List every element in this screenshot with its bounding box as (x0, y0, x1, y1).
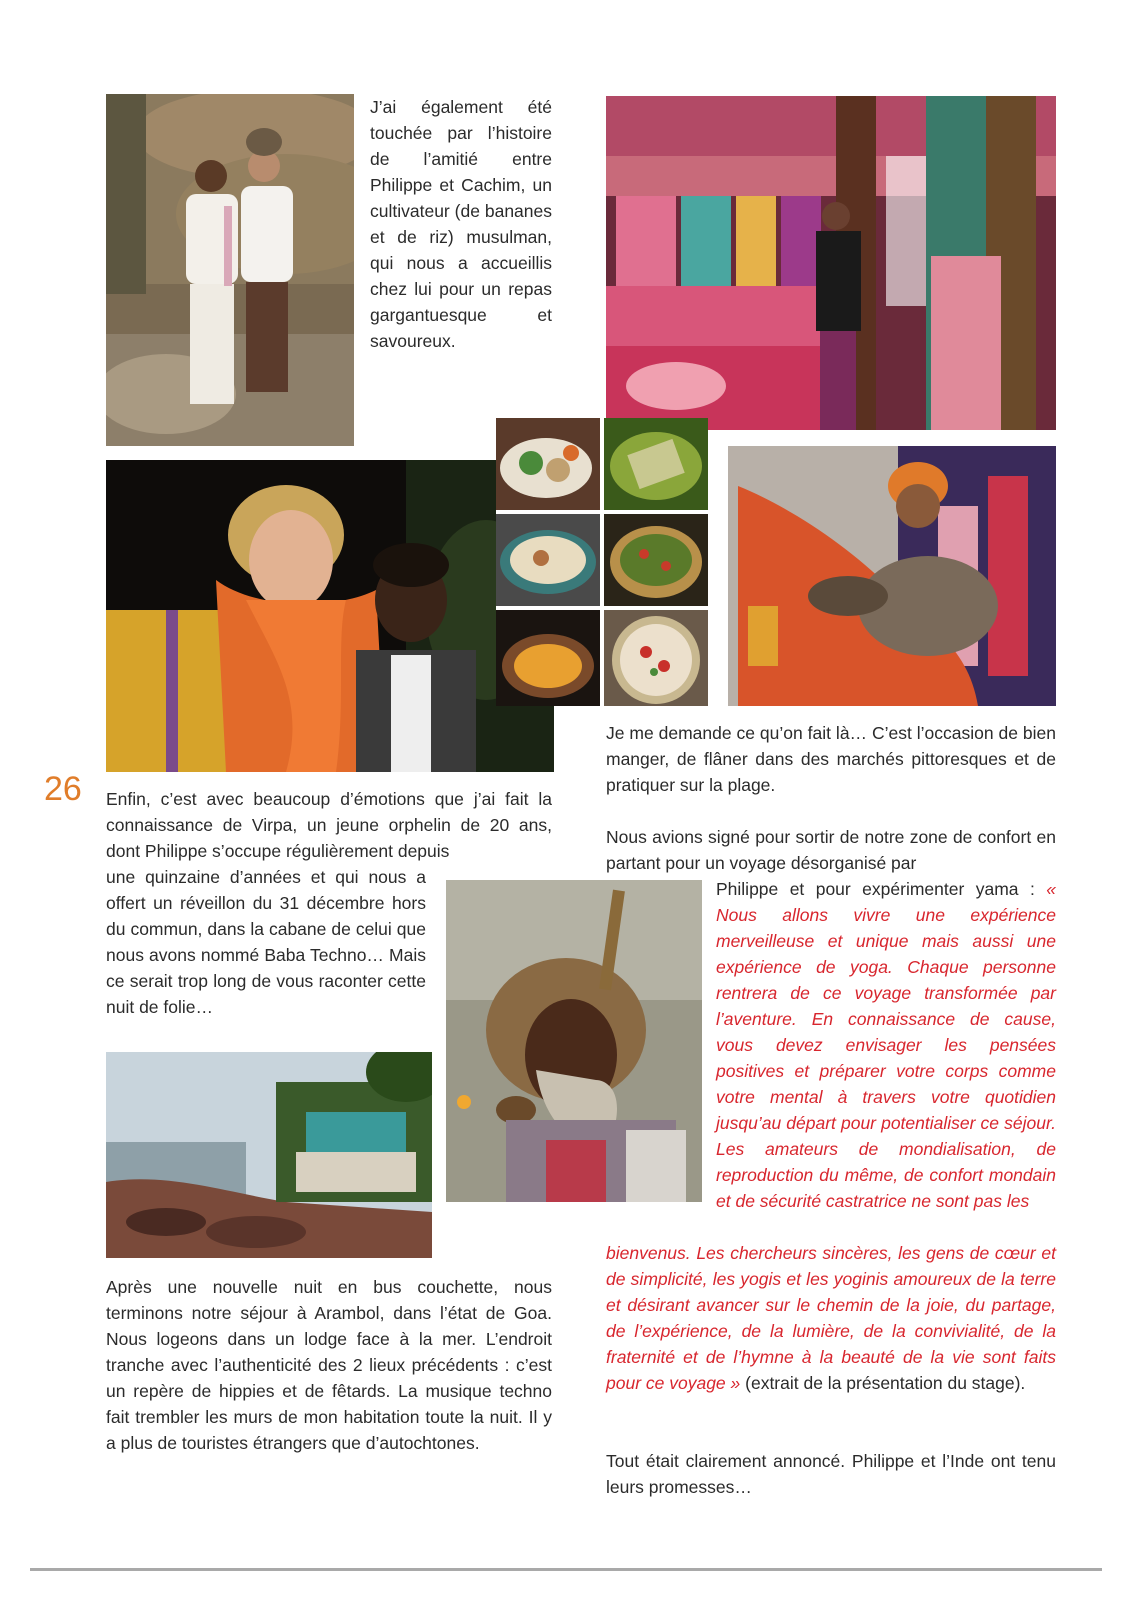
quote-source-note: (extrait de la présentation du stage). (740, 1373, 1026, 1393)
photo-food-3 (496, 514, 600, 606)
paragraph-virpa-intro: Enfin, c’est avec beaucoup d’émotions que j’ai fait la connaissance de Virpa, un jeune orphelin de 20 ans, dont Philippe s’occupe régulièrement depuis (106, 789, 552, 861)
yama-intro-text: Philippe et pour expérimenter yama : (716, 879, 1035, 899)
photo-food-1 (496, 418, 600, 510)
photo-market-clothes (606, 96, 1056, 430)
photo-decorated-cow (728, 446, 1056, 706)
photo-two-men (106, 94, 354, 446)
paragraph-yama-quote (716, 876, 1056, 1214)
photo-virpa-night (106, 460, 554, 772)
paragraph-promises: Tout était clairement annoncé. Philippe et l’Inde ont tenu leurs promesses… (606, 1451, 1056, 1497)
photo-baba-techno (446, 880, 702, 1202)
stage-quote-part1: « Nous allons vivre une expérience merveilleuse et unique mais aussi une expérience de yoga. Chaque personne rentrera de ce voyage transformée par l’aventure. En connaissance de cause, vous devez envisager les pensées positives et préparer votre corps comme votre mental à travers votre quotidien jusqu’au départ pour potentialiser ce séjour. Les amateurs de mondialisation, de reproduction du même, de confort mondain et de sécurité castratrice ne sont pas les (716, 879, 1056, 1211)
paragraph-yama-quote-continued (606, 1240, 1056, 1396)
photo-food-6 (604, 610, 708, 706)
photo-arambol-coast (106, 1052, 432, 1258)
photo-food-5 (496, 610, 600, 706)
paragraph-friendship: J’ai également été touchée par l’histoire de l’amitié entre Philippe et Cachim, un cultivateur (de bananes et de riz) musulman, qui nous a accueillis chez lui pour un repas gargantuesque et savoureux. (370, 97, 552, 351)
stage-quote-part2: bienvenus. Les chercheurs sincères, les gens de cœur et de simplicité, les yogis et les yoginis amoureux de la terre et désirant avancer sur le chemin de la joie, du partage, de l’expérience, de la lumière, de la convivialité, de la fraternité et de l’hymne à la beauté de la vie sont faits pour ce voyage » (606, 1243, 1056, 1393)
footer-divider (30, 1568, 1102, 1571)
photo-food-2 (604, 418, 708, 510)
paragraph-comfort-zone: Nous avions signé pour sortir de notre zone de confort en partant pour un voyage désorganisé par (606, 827, 1056, 873)
paragraph-market-beach: Je me demande ce qu’on fait là… C’est l’occasion de bien manger, de flâner dans des marchés pittoresques et de pratiquer sur la plage. (606, 723, 1056, 795)
paragraph-virpa-continued: une quinzaine d’années et qui nous a offert un réveillon du 31 décembre hors du commun, dans la cabane de celui que nous avons nommé Baba Techno… Mais ce serait trop long de vous raconter cette nuit de folie… (106, 867, 426, 1017)
paragraph-arambol: Après une nouvelle nuit en bus couchette, nous terminons notre séjour à Arambol, dans l’état de Goa. Nous logeons dans un lodge face à la mer. L’endroit tranche avec l’authenticité des 2 lieux précédents : c’est un repère de hippies et de fêtards. La musique techno fait trembler les murs de mon habitation toute la nuit. Il y a plus de touristes étrangers que d’autochtones. (106, 1277, 552, 1453)
photo-food-4 (604, 514, 708, 606)
page-number: 26 (44, 770, 82, 808)
food-photo-grid (496, 418, 708, 706)
